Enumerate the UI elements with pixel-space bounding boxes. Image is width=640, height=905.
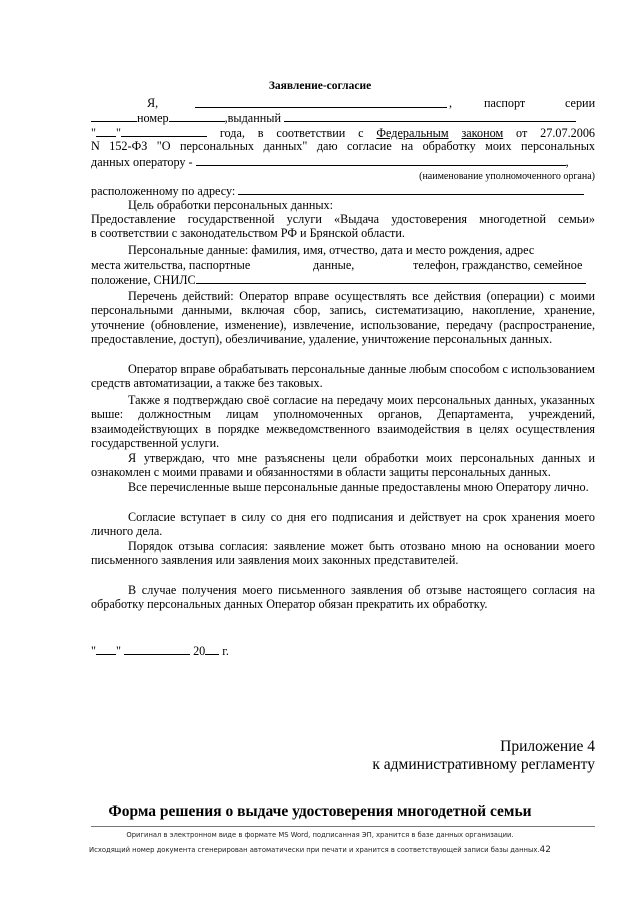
issued-label: ,выданный xyxy=(224,111,281,125)
purpose-line-1: Предоставление государственной услуги «Выдача удостоверения многодетной семьи» xyxy=(91,212,595,226)
document-title: Заявление-согласие xyxy=(268,80,372,92)
annex-number: Приложение 4 xyxy=(500,738,595,755)
header-line-3: " " года, в соответствии с Федеральным законом от 27.07.2006 xyxy=(91,126,595,140)
personal-data-line-2: места жительства, паспортные данные, телефон, гражданство, семейное xyxy=(91,258,583,272)
address-field[interactable] xyxy=(238,183,584,195)
signature-day-field[interactable] xyxy=(96,643,116,655)
paragraph-transfer: Также я подтверждаю своё согласие на передачу моих персональных данных, указанных выше: должностным лицам уполномоченных органов, Департамента, учреждений, взаимодействующих в порядке межведомственного взаимодействия в целях осуществления государственной услуги. xyxy=(91,393,595,451)
paragraph-confirm: Я утверждаю, что мне разъяснены цели обработки моих персональных данных и ознакомлен с моими правами и обязанностями в области защиты персональных данных. xyxy=(91,451,595,480)
org-name-hint: (наименование уполномоченного органа) xyxy=(419,171,595,182)
name-field[interactable] xyxy=(195,96,447,108)
personal-data-line-1: Персональные данные: фамилия, имя, отчество, дата и место рождения, адрес xyxy=(128,243,535,257)
address-line: расположенному по адресу: xyxy=(91,183,595,198)
series-field[interactable] xyxy=(91,110,137,122)
purpose-line-2: в соответствии с законодательством РФ и Брянской области. xyxy=(91,226,405,240)
paragraph-operator: Оператор вправе обрабатывать персональные данные любым способом с использованием средств автоматизации, а также без таковых. xyxy=(91,362,595,391)
series-label: серии xyxy=(565,96,596,110)
paragraph-validity: Согласие вступает в силу со дня его подписания и действует на срок хранения моего личного дела. xyxy=(91,510,595,539)
ya-label: Я, xyxy=(147,96,159,110)
header-line-2 xyxy=(91,110,595,125)
document-page: Заявление-согласие Я, , паспорт серии номер ,выданный " " года, в соответствии с Федеральным законом от 27.07.2006 N 152-ФЗ "О персональных данных" даю согласие на обработку моих персональных данных оператору - , (наименование уполномоченного органа) расположенному по адресу: Цель обработки персональных данных: Предоставление государственной услуги «Выдача удостоверения многодетной семьи» в соответствии с законодательством РФ и Брянской области. Персональные данные: фамилия, имя, отчество, дата и место рождения, адрес места жительства, паспортные данные, телефон, гражданство, семейное положение, СНИЛС Перечень действий: Оператор вправе осуществлять все действия (операции) с моими персональными данными, включая сбор, запись, систематизацию, накопление, хранение, уточнение (обновление, изменение), извлечение, использование, передачу (распространение, предоставление, доступ), обезличивание, удаление, уничтожение персональных данных. Оператор вправе обрабатывать персональные данные любым способом с использованием средств автоматизации, а также без таковых. Также я подтверждаю своё согласие на передачу моих персональных данных, указанных выше: должностным лицам уполномоченных органов, Департамента, учреждений, взаимодействующих в порядке межведомственного взаимодействия в целях осуществления государственной услуги. Я утверждаю, что мне разъяснены цели обработки моих персональных данных и ознакомлен с моими правами и обязанностями в области защиты персональных данных. Все перечисленные выше персональные данные предоставлены мною Оператору лично. Согласие вступает в силу со дня его подписания и действует на срок хранения моего личного дела. Порядок отзыва согласия: заявление может быть отозвано мною на основании моего письменного заявления или заявления моих законных представителей. В случае получения моего письменного заявления об отзыве настоящего согласия на обработку персональных данных Оператор обязан прекратить их обработку. " " 20 г. Приложение 4 к административному регламенту Форма решения о выдаче удостоверения многодетной семьи Оригинал в электронном виде в формате MS Word, подписанная ЭП, хранится в базе данных организации. Исходящий номер документа сгенерирован автоматически при печати и хранится в соответствующей записи базы данных.42 xyxy=(0,0,640,905)
personal-data-line-3: положение, СНИЛС xyxy=(91,272,595,287)
purpose-title: Цель обработки персональных данных: xyxy=(128,198,334,212)
signature-year-field[interactable] xyxy=(205,643,219,655)
header-line-4: N 152-ФЗ "О персональных данных" даю согласие на обработку моих персональных xyxy=(91,139,596,153)
signature-date: " " 20 г. xyxy=(91,644,229,658)
federal-law-link[interactable]: Федеральным xyxy=(376,126,449,140)
number-label: номер xyxy=(137,111,169,125)
month-field[interactable] xyxy=(121,125,207,137)
paragraph-revoke: Порядок отзыва согласия: заявление может быть отозвано мною на основании моего письменного заявления или заявления моих законных представителей. xyxy=(91,539,595,568)
page-number: 42 xyxy=(539,845,551,855)
operator-name-field[interactable] xyxy=(196,154,566,166)
form-title: Форма решения о выдаче удостоверения многодетной семьи xyxy=(108,803,532,820)
paragraph-actions: Перечень действий: Оператор вправе осуществлять все действия (операции) с моими персональными данными, включая сбор, запись, систематизацию, накопление, хранение, уточнение (обновление, изменение), извлечение, использование, передачу (распространение, предоставление, доступ), обезличивание, удаление, уничтожение персональных данных. xyxy=(91,289,595,347)
law-date: 27.07.2006 xyxy=(540,126,595,140)
footer-line-2: Исходящий номер документа сгенерирован автоматически при печати и хранится в соответствующей записи базы данных.42 xyxy=(89,845,551,855)
footer-divider xyxy=(91,826,595,827)
paragraph-all-data: Все перечисленные выше персональные данные предоставлены мною Оператору лично. xyxy=(128,480,589,494)
law-link[interactable]: законом xyxy=(461,126,504,140)
annex-regulation: к административному регламенту xyxy=(372,756,595,773)
footer-line-1: Оригинал в электронном виде в формате MS Word, подписанная ЭП, хранится в базе данных организации. xyxy=(126,831,514,839)
paragraph-case: В случае получения моего письменного заявления об отзыве настоящего согласия на обработку персональных данных Оператор обязан прекратить их обработку. xyxy=(91,583,595,612)
header-line-5: данных оператору - , xyxy=(91,155,569,169)
snils-field[interactable] xyxy=(196,272,586,284)
number-field[interactable] xyxy=(169,110,225,122)
issued-by-field[interactable] xyxy=(284,110,576,122)
day-field[interactable] xyxy=(96,125,116,137)
signature-month-field[interactable] xyxy=(124,643,190,655)
passport-label: паспорт xyxy=(484,96,526,110)
